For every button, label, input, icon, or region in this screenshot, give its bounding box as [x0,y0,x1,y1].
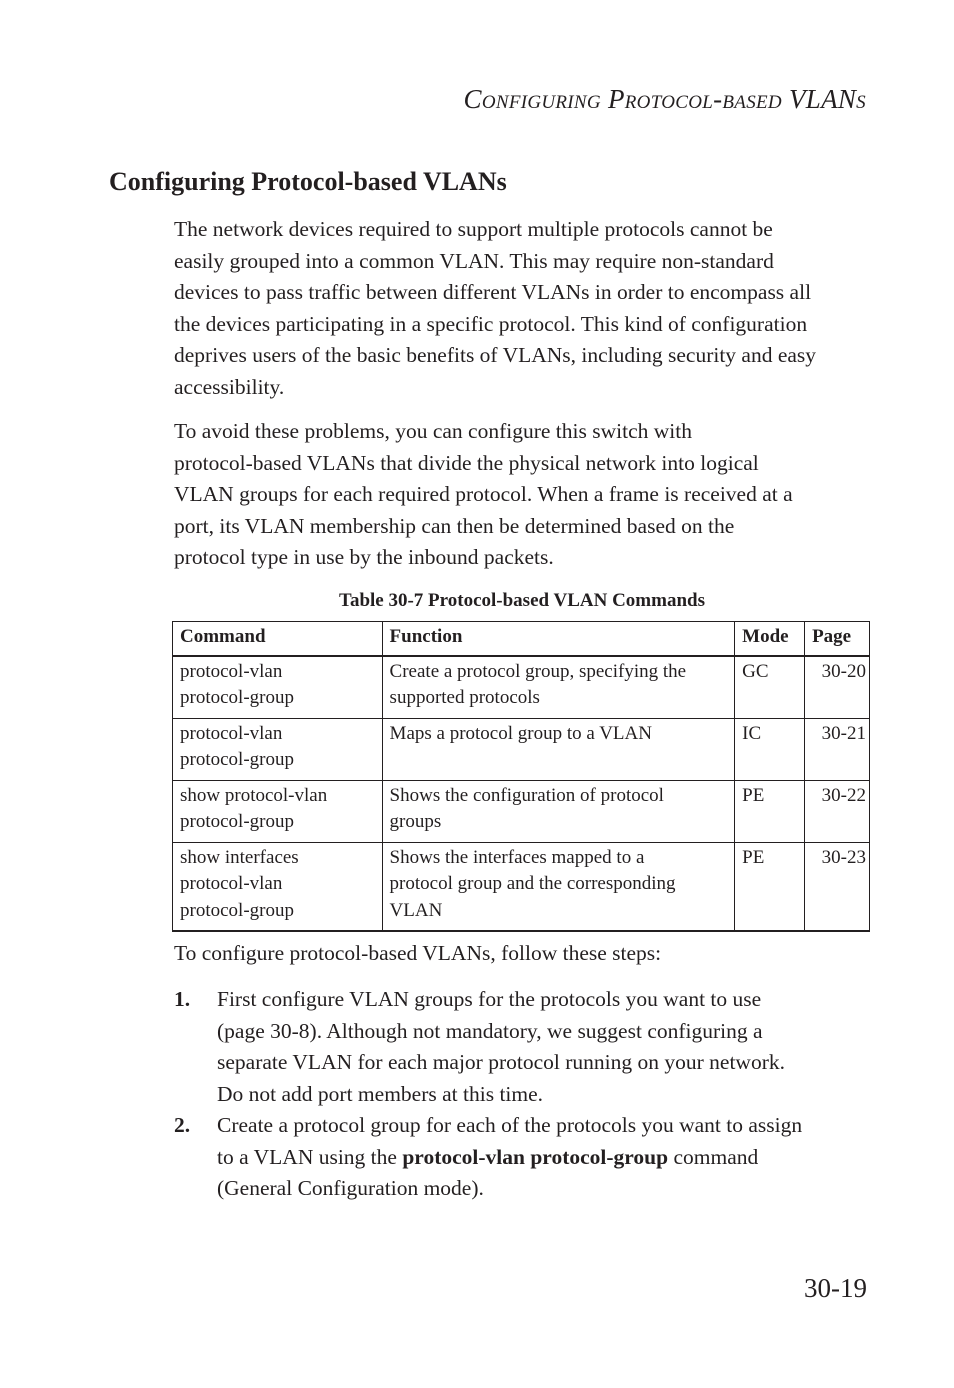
mode-cell: GC [735,656,805,719]
function-cell [382,780,735,842]
step-text [217,984,874,1110]
text-line: Do not add port members at this time. [217,1081,544,1106]
text-line [217,1142,874,1174]
cell-line: VLAN [389,899,443,921]
cell-line: protocol-vlan [180,660,283,682]
text-segment: to a VLAN using the [217,1144,403,1169]
page-cell: 30-22 [805,780,870,842]
column-header-command: Command [173,622,383,656]
text-line: (General Configuration mode). [217,1176,484,1200]
mode-cell: PE [735,842,805,931]
cell-line: protocol-vlan [180,722,283,744]
command-cell [173,842,383,931]
command-cell [173,780,383,842]
text-line: First configure VLAN groups for the protocols you want to use [217,987,762,1011]
cell-line: show protocol-vlan [180,784,328,806]
table-row [173,842,870,931]
steps-list [174,984,874,1205]
text-line: Create a protocol group for each of the protocols you want to assign [217,1113,803,1137]
text-segment: command [668,1144,759,1169]
cell-line: protocol-group [180,899,294,921]
text-line: accessibility. [174,374,285,399]
mode-cell: IC [735,718,805,780]
text-line: deprives users of the basic benefits of VLANs, including security and easy [174,343,817,367]
running-header: Configuring Protocol-based VLANs [463,84,866,114]
command-name: protocol-vlan protocol-group [402,1144,669,1169]
table-row [173,718,870,780]
section-title: Configuring Protocol-based VLANs [109,167,507,196]
column-header-function: Function [382,622,735,656]
cell-line: protocol-group [180,811,294,832]
table-caption: Table 30-7 Protocol-based VLAN Commands [339,590,705,611]
steps-intro [174,938,874,970]
command-cell [173,656,383,719]
text-line: The network devices required to support multiple protocols cannot be [174,217,773,241]
text-line: separate VLAN for each major protocol running on your network. [217,1050,785,1074]
page-cell: 30-21 [805,718,870,780]
text-line: (page 30-8). Although not mandatory, we suggest configuring a [217,1018,763,1043]
text-line: easily grouped into a common VLAN. This may require non-standard [174,248,774,273]
function-cell [382,718,735,780]
cell-line: Shows the interfaces mapped to a [389,846,645,868]
page-cell: 30-23 [805,842,870,931]
function-cell [382,656,735,719]
cell-line: protocol-group [180,687,294,708]
cell-line: Shows the configuration of protocol [389,784,664,806]
table-header-row [173,622,870,656]
cell-line: groups [389,811,442,832]
column-header-mode: Mode [735,622,805,656]
intro-paragraph-1 [174,214,874,403]
cell-line: supported protocols [389,687,540,708]
text-line: port, its VLAN membership can then be determined based on the [174,513,735,538]
cell-line: Create a protocol group, specifying the [389,660,687,682]
table-row [173,656,870,719]
step-item [174,984,874,1110]
text-line: To configure protocol-based VLANs, follow these steps: [174,941,662,965]
cell-line: protocol-vlan [180,873,283,894]
step-number: 1. [174,987,191,1011]
page-number: 30-19 [804,1273,867,1303]
cell-line: Maps a protocol group to a VLAN [389,722,652,744]
table-row [173,780,870,842]
cell-line: protocol group and the corresponding [389,873,676,894]
function-cell [382,842,735,931]
intro-paragraph-2 [174,416,874,574]
command-table [172,621,870,932]
column-header-page: Page [805,622,870,656]
cell-line: protocol-group [180,749,294,770]
text-line: protocol-based VLANs that divide the physical network into logical [174,450,759,475]
text-line: protocol type in use by the inbound packets. [174,545,554,569]
text-line: VLAN groups for each required protocol. When a frame is received at a [174,482,793,506]
text-line: devices to pass traffic between different VLANs in order to encompass all [174,280,812,304]
cell-line: show interfaces [180,846,299,868]
command-cell [173,718,383,780]
text-line: To avoid these problems, you can configure this switch with [174,419,692,443]
step-number: 2. [174,1113,191,1137]
text-line: the devices participating in a specific protocol. This kind of configuration [174,311,808,336]
step-text [217,1110,874,1205]
mode-cell: PE [735,780,805,842]
step-item [174,1110,874,1205]
page-cell: 30-20 [805,656,870,719]
